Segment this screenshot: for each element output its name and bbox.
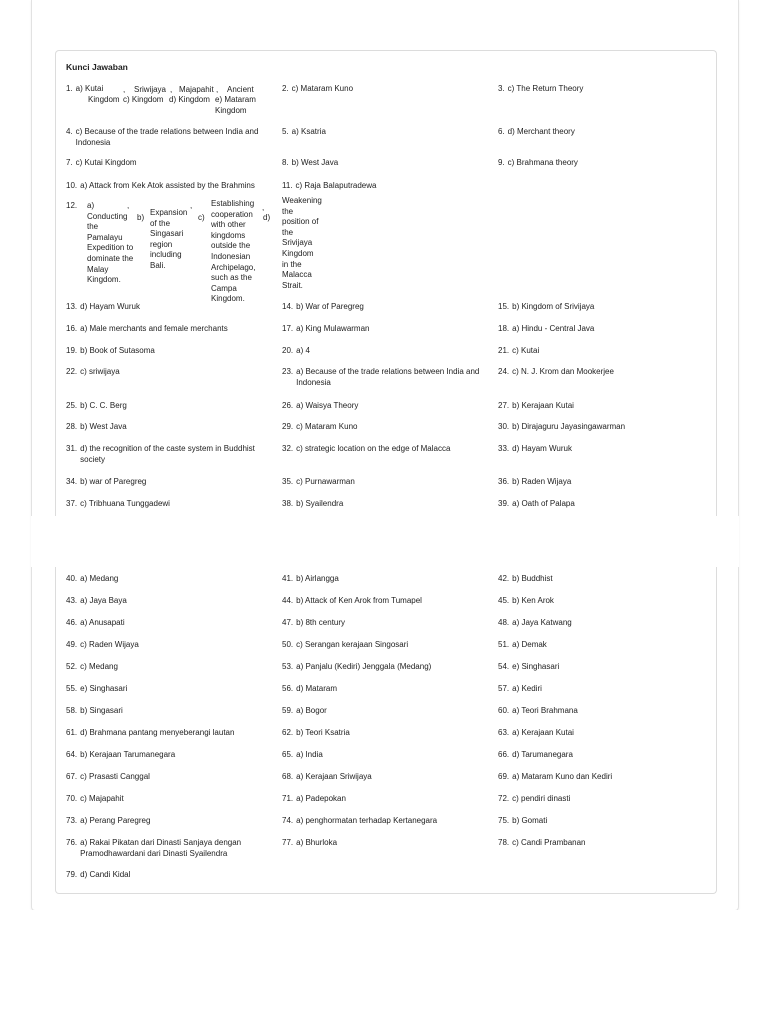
answer-item	[498, 816, 713, 827]
answer-item	[66, 640, 276, 651]
answer-item	[498, 401, 713, 412]
question-number: 45.	[498, 596, 510, 605]
answer-row	[66, 444, 716, 472]
question-number: 58.	[66, 706, 78, 715]
answer-item	[498, 444, 713, 455]
answer-text: b) war of Paregreg	[80, 477, 147, 486]
question-number: 69.	[498, 772, 510, 781]
answer-row	[66, 870, 716, 894]
question-number: 54.	[498, 662, 510, 671]
answer-text: a) Attack from Kek Atok assisted by the Brahmins	[80, 181, 255, 190]
answer-item	[282, 684, 482, 695]
answer-item	[282, 750, 482, 761]
answer-item	[498, 499, 713, 510]
answer-text: d) Tarumanegara	[512, 750, 573, 759]
question-number: 3.	[498, 84, 505, 93]
answer-item	[282, 816, 482, 827]
answer-text: b) Book of Sutasoma	[80, 346, 155, 355]
question-number: 48.	[498, 618, 510, 627]
answer-item	[282, 181, 482, 192]
question-number: 21.	[498, 346, 510, 355]
page-title: Kunci Jawaban	[66, 62, 128, 72]
answer-item	[66, 158, 276, 169]
answer-text: b) West Java	[80, 422, 127, 431]
page-break	[31, 516, 739, 567]
answer-text: a) Male merchants and female merchants	[80, 324, 228, 333]
answer-text: d) Hayam Wuruk	[80, 302, 140, 311]
answer-text: d) the recognition of the caste system in Buddhist society	[80, 444, 255, 464]
answer-text: b) C. C. Berg	[80, 401, 127, 410]
question-number: 15.	[498, 302, 510, 311]
answer-item	[498, 640, 713, 651]
answer-text: b) Kerajaan Kutai	[512, 401, 574, 410]
answer-text: a) Kediri	[512, 684, 542, 693]
answer-item	[282, 772, 482, 783]
answer-text: b) 8th century	[296, 618, 346, 627]
answer-text: c) pendiri dinasti	[512, 794, 571, 803]
answer-item	[498, 324, 713, 335]
answer-text: a) Panjalu (Kediri) Jenggala (Medang)	[296, 662, 432, 671]
question-number: 30.	[498, 422, 510, 431]
question-number: 38.	[282, 499, 294, 508]
answer-item	[66, 127, 276, 148]
answer-item	[498, 158, 713, 169]
answer-item	[498, 706, 713, 717]
answer-text: a) Bhurloka	[296, 838, 338, 847]
answer-item	[498, 346, 713, 357]
answer-text: a) India	[296, 750, 323, 759]
answer-text: a) Demak	[512, 640, 547, 649]
answer-text: a) Waisya Theory	[296, 401, 359, 410]
answer-text: d) Merchant theory	[507, 127, 575, 136]
answer-item	[282, 618, 482, 629]
question-number: 1.	[66, 84, 73, 93]
question-number: 59.	[282, 706, 294, 715]
question-number: 12.	[66, 201, 78, 210]
answer-text: d) Brahmana pantang menyeberangi lautan	[80, 728, 235, 737]
answer-item	[282, 728, 482, 739]
answer-text: c) Purnawarman	[296, 477, 355, 486]
question-number: 42.	[498, 574, 510, 583]
answer-text: b) Ken Arok	[512, 596, 554, 605]
question-number: 35.	[282, 477, 294, 486]
answer-text: a) Rakai Pikatan dari Dinasti Sanjaya dengan Pramodhawardani dari Dinasti Syailendra	[80, 838, 242, 858]
question-number: 53.	[282, 662, 294, 671]
question-number: 22.	[66, 367, 78, 376]
answer-item	[498, 477, 713, 488]
answer-item	[282, 477, 482, 488]
answer-text: c) Candi Prambanan	[512, 838, 586, 847]
answer-item	[282, 499, 482, 510]
answer-text: b) Gomati	[512, 816, 548, 825]
answer-text: a) Anusapati	[80, 618, 125, 627]
answer-item	[66, 477, 276, 488]
question-number: 52.	[66, 662, 78, 671]
answer-text: b) War of Paregreg	[296, 302, 364, 311]
answer-text: c) Because of the trade relations between India and Indonesia	[75, 127, 259, 147]
answer-item	[282, 706, 482, 717]
answer-text: c) strategic location on the edge of Malacca	[296, 444, 451, 453]
answer-text: b) Teori Ksatria	[296, 728, 350, 737]
answer-item	[282, 401, 482, 412]
answer-key-page-2	[55, 567, 717, 894]
answer-text: b) Kerajaan Tarumanegara	[80, 750, 176, 759]
question-number: 79.	[66, 870, 78, 879]
question-number: 56.	[282, 684, 294, 693]
answer-item	[282, 794, 482, 805]
answer-item	[498, 728, 713, 739]
answer-item	[66, 574, 276, 585]
question-number: 4.	[66, 127, 73, 136]
answer-item	[498, 662, 713, 673]
question-number: 46.	[66, 618, 78, 627]
question-number: 28.	[66, 422, 78, 431]
answer-item	[66, 181, 276, 192]
answer-row	[66, 838, 716, 866]
answer-item	[66, 816, 276, 827]
question-number: 77.	[282, 838, 294, 847]
question-number: 64.	[66, 750, 78, 759]
answer-text: a) Ksatria	[291, 127, 326, 136]
question-number: 11.	[282, 181, 293, 190]
question-number: 39.	[498, 499, 510, 508]
answer-text: a) Kerajaan Sriwijaya	[296, 772, 372, 781]
answer-item	[66, 324, 276, 335]
answer-item	[66, 444, 276, 465]
answer-item	[498, 127, 713, 138]
question-number: 32.	[282, 444, 294, 453]
question-number: 19.	[66, 346, 78, 355]
question-number: 10.	[66, 181, 78, 190]
question-number: 18.	[498, 324, 510, 333]
answer-text: b) Attack of Ken Arok from Tumapel	[296, 596, 422, 605]
question-number: 71.	[282, 794, 294, 803]
question-number: 68.	[282, 772, 294, 781]
answer-item	[498, 794, 713, 805]
answer-item	[498, 596, 713, 607]
answer-text: a) 4	[296, 346, 310, 355]
answer-text: c) Mataram Kuno	[291, 84, 354, 93]
answer-item	[66, 401, 276, 412]
answer-item	[66, 794, 276, 805]
answer-text: b) Airlangga	[296, 574, 339, 583]
answer-item	[282, 444, 482, 455]
answer-item	[66, 346, 276, 357]
answer-item	[66, 618, 276, 629]
answer-item	[498, 772, 713, 783]
question-number: 5.	[282, 127, 289, 136]
answer-item	[66, 684, 276, 695]
answer-text: b) Syailendra	[296, 499, 344, 508]
question-number: 34.	[66, 477, 78, 486]
answer-item	[66, 596, 276, 607]
answer-item	[282, 662, 482, 673]
answer-text: a) Mataram Kuno dan Kediri	[512, 772, 613, 781]
answer-text: a) Because of the trade relations between India and Indonesia	[296, 367, 480, 387]
answer-item	[498, 618, 713, 629]
answer-text: c) The Return Theory	[507, 84, 584, 93]
answer-key-page-1: Kunci Jawaban 1. a) Kutai 2. c) Mataram Kuno 3. c) The Return Theory 4. c) Because of the trade relations between India and Indonesia 5. a) Ksatria 6. d) Merchant theory 7. c) Kutai Kingdom 8. b) West Java 9. c) Brahmana theory 10. a) Attack from Kek Atok assisted by the Brahmins 11. c) Raja Balaputradewa 12. 13. d) Hayam Wuruk 14. b) War of Paregreg 15. b) Kingdom of Srivijaya 16. a) Male merchants and female merchants 17. a) King Mulawarman 18. a) Hindu - Central Java 19. b) Book of Sutasoma 20. a) 4 21. c) Kutai 22. c) sriwijaya 23. a) Because of the trade relations between India and Indonesia 24. c) N. J. Krom dan Mookerjee 25. b) C. C. Berg 26. a) Waisya Theory 27. b) Kerajaan Kutai 28. b) West Java 29. c) Mataram Kuno 30. b) Dirajaguru Jayasingawarman 31. d) the recognition of the caste system in Buddhist society 32. c) strategic location on the edge of Malacca 33. d) Hayam Wuruk 34. b) war of Paregreg 35. c) Purnawarman 36. b) Raden Wijaya 37. c) Tribhuana Tunggadewi 38. b) Syailendra 39. a) Oath of Palapa , Sriwijaya , Majapahit , Ancient Kingdom c) Kingdom d) Kingdom e) Mataram Kingdom a) Conducting the Pamalayu Expedition to dominate the Malay Kingdom. , b) Expansion of the Singasari region including Bali. , c) Establishing cooperation with other kingdoms outside the Indonesian Archipelago, such as the Campa Kingdom. , d) Weakening the position of the Srivijaya Kingdom in the Malacca Strait.	[55, 50, 717, 517]
answer-text: a) Teori Brahmana	[512, 706, 578, 715]
answer-item	[66, 367, 276, 378]
answer-item	[282, 324, 482, 335]
question-number: 16.	[66, 324, 78, 333]
question-number: 49.	[66, 640, 78, 649]
question-number: 6.	[498, 127, 505, 136]
answer-text: c) Medang	[80, 662, 118, 671]
answer-text: c) Raja Balaputradewa	[295, 181, 377, 190]
answer-item	[498, 684, 713, 695]
question-number: 23.	[282, 367, 294, 376]
answer-text: b) Kingdom of Srivijaya	[512, 302, 595, 311]
question-number: 65.	[282, 750, 294, 759]
answer-text: a) penghormatan terhadap Kertanegara	[296, 816, 438, 825]
answer-item	[498, 84, 713, 95]
question-number: 36.	[498, 477, 510, 486]
question-number: 17.	[282, 324, 294, 333]
question-number: 41.	[282, 574, 294, 583]
answer-text: e) Singhasari	[512, 662, 560, 671]
answer-item	[498, 838, 713, 849]
blank-area	[0, 910, 768, 1024]
answer-text: b) Dirajaguru Jayasingawarman	[512, 422, 626, 431]
question-number: 67.	[66, 772, 78, 781]
answer-text: a) Hindu - Central Java	[512, 324, 595, 333]
question-number: 26.	[282, 401, 294, 410]
answer-text: c) Tribhuana Tunggadewi	[80, 499, 170, 508]
answer-item	[498, 750, 713, 761]
question-number: 63.	[498, 728, 510, 737]
answer-text: a) Bogor	[296, 706, 327, 715]
answer-text: a) Medang	[80, 574, 119, 583]
answer-text: b) Raden Wijaya	[512, 477, 572, 486]
answer-text: b) Singasari	[80, 706, 123, 715]
answer-text: c) sriwijaya	[80, 367, 120, 376]
answer-item	[498, 422, 713, 433]
answer-text: a) Kutai	[75, 84, 104, 93]
answer-row	[66, 127, 716, 155]
answer-text: a) Padepokan	[296, 794, 346, 803]
question-number: 74.	[282, 816, 294, 825]
answer-text: d) Hayam Wuruk	[512, 444, 572, 453]
answer-item	[282, 367, 482, 388]
answer-text: c) Raden Wijaya	[80, 640, 139, 649]
question-number: 72.	[498, 794, 510, 803]
question-number: 9.	[498, 158, 505, 167]
question-number: 13.	[66, 302, 78, 311]
answer-text: b) West Java	[291, 158, 339, 167]
answer-item	[66, 838, 276, 859]
question-number: 76.	[66, 838, 78, 847]
answer-text: c) Prasasti Canggal	[80, 772, 150, 781]
answer-item	[282, 158, 482, 169]
question-number: 2.	[282, 84, 289, 93]
answer-row	[66, 367, 716, 395]
answer-text: a) Jaya Baya	[80, 596, 127, 605]
answer-text: e) Singhasari	[80, 684, 128, 693]
question-number: 37.	[66, 499, 78, 508]
question-number: 51.	[498, 640, 510, 649]
answer-text: c) Brahmana theory	[507, 158, 578, 167]
answer-text: c) Mataram Kuno	[296, 422, 358, 431]
answer-item	[282, 574, 482, 585]
answer-text: c) Majapahit	[80, 794, 124, 803]
answer-text: c) Kutai Kingdom	[75, 158, 137, 167]
answer-item	[66, 499, 276, 510]
question-number: 40.	[66, 574, 78, 583]
answer-item	[282, 838, 482, 849]
question-number: 55.	[66, 684, 78, 693]
question-number: 70.	[66, 794, 78, 803]
question-number: 24.	[498, 367, 510, 376]
question-number: 14.	[282, 302, 294, 311]
answer-text: a) Perang Paregreg	[80, 816, 151, 825]
question-number: 27.	[498, 401, 510, 410]
answer-item	[282, 302, 482, 313]
question-number: 7.	[66, 158, 73, 167]
answer-text: c) Kutai	[512, 346, 540, 355]
answer-text: a) Kerajaan Kutai	[512, 728, 574, 737]
question-number: 57.	[498, 684, 510, 693]
question-number: 47.	[282, 618, 294, 627]
question-number: 8.	[282, 158, 289, 167]
answer-item	[66, 422, 276, 433]
answer-item	[282, 640, 482, 651]
question-number: 44.	[282, 596, 294, 605]
question-number: 61.	[66, 728, 78, 737]
answer-item	[66, 772, 276, 783]
answer-item	[498, 367, 713, 378]
answer-item	[498, 574, 713, 585]
question-number: 66.	[498, 750, 510, 759]
answer-item	[282, 596, 482, 607]
question-number: 62.	[282, 728, 294, 737]
answer-text: c) N. J. Krom dan Mookerjee	[512, 367, 614, 376]
answer-item	[282, 346, 482, 357]
answer-text: b) Buddhist	[512, 574, 553, 583]
answer-item	[498, 302, 713, 313]
answer-text: c) Serangan kerajaan Singosari	[296, 640, 409, 649]
question-number: 78.	[498, 838, 510, 847]
answer-item	[66, 662, 276, 673]
question-number: 43.	[66, 596, 78, 605]
question-number: 20.	[282, 346, 294, 355]
answer-item	[66, 706, 276, 717]
question-number: 25.	[66, 401, 78, 410]
answer-item	[66, 870, 276, 881]
answer-text: a) Jaya Katwang	[512, 618, 572, 627]
question-number: 31.	[66, 444, 78, 453]
answer-item	[282, 127, 482, 138]
question-number: 73.	[66, 816, 78, 825]
answer-text: d) Mataram	[296, 684, 338, 693]
answer-text: a) King Mulawarman	[296, 324, 370, 333]
answer-item	[282, 84, 482, 95]
answer-item	[282, 422, 482, 433]
answer-item	[66, 728, 276, 739]
answer-text: a) Oath of Palapa	[512, 499, 575, 508]
question-number: 50.	[282, 640, 294, 649]
question-number: 29.	[282, 422, 294, 431]
answer-text: d) Candi Kidal	[80, 870, 131, 879]
answer-row	[66, 499, 716, 517]
answer-item	[66, 750, 276, 761]
question-number: 33.	[498, 444, 510, 453]
question-number: 60.	[498, 706, 510, 715]
question-number: 75.	[498, 816, 510, 825]
